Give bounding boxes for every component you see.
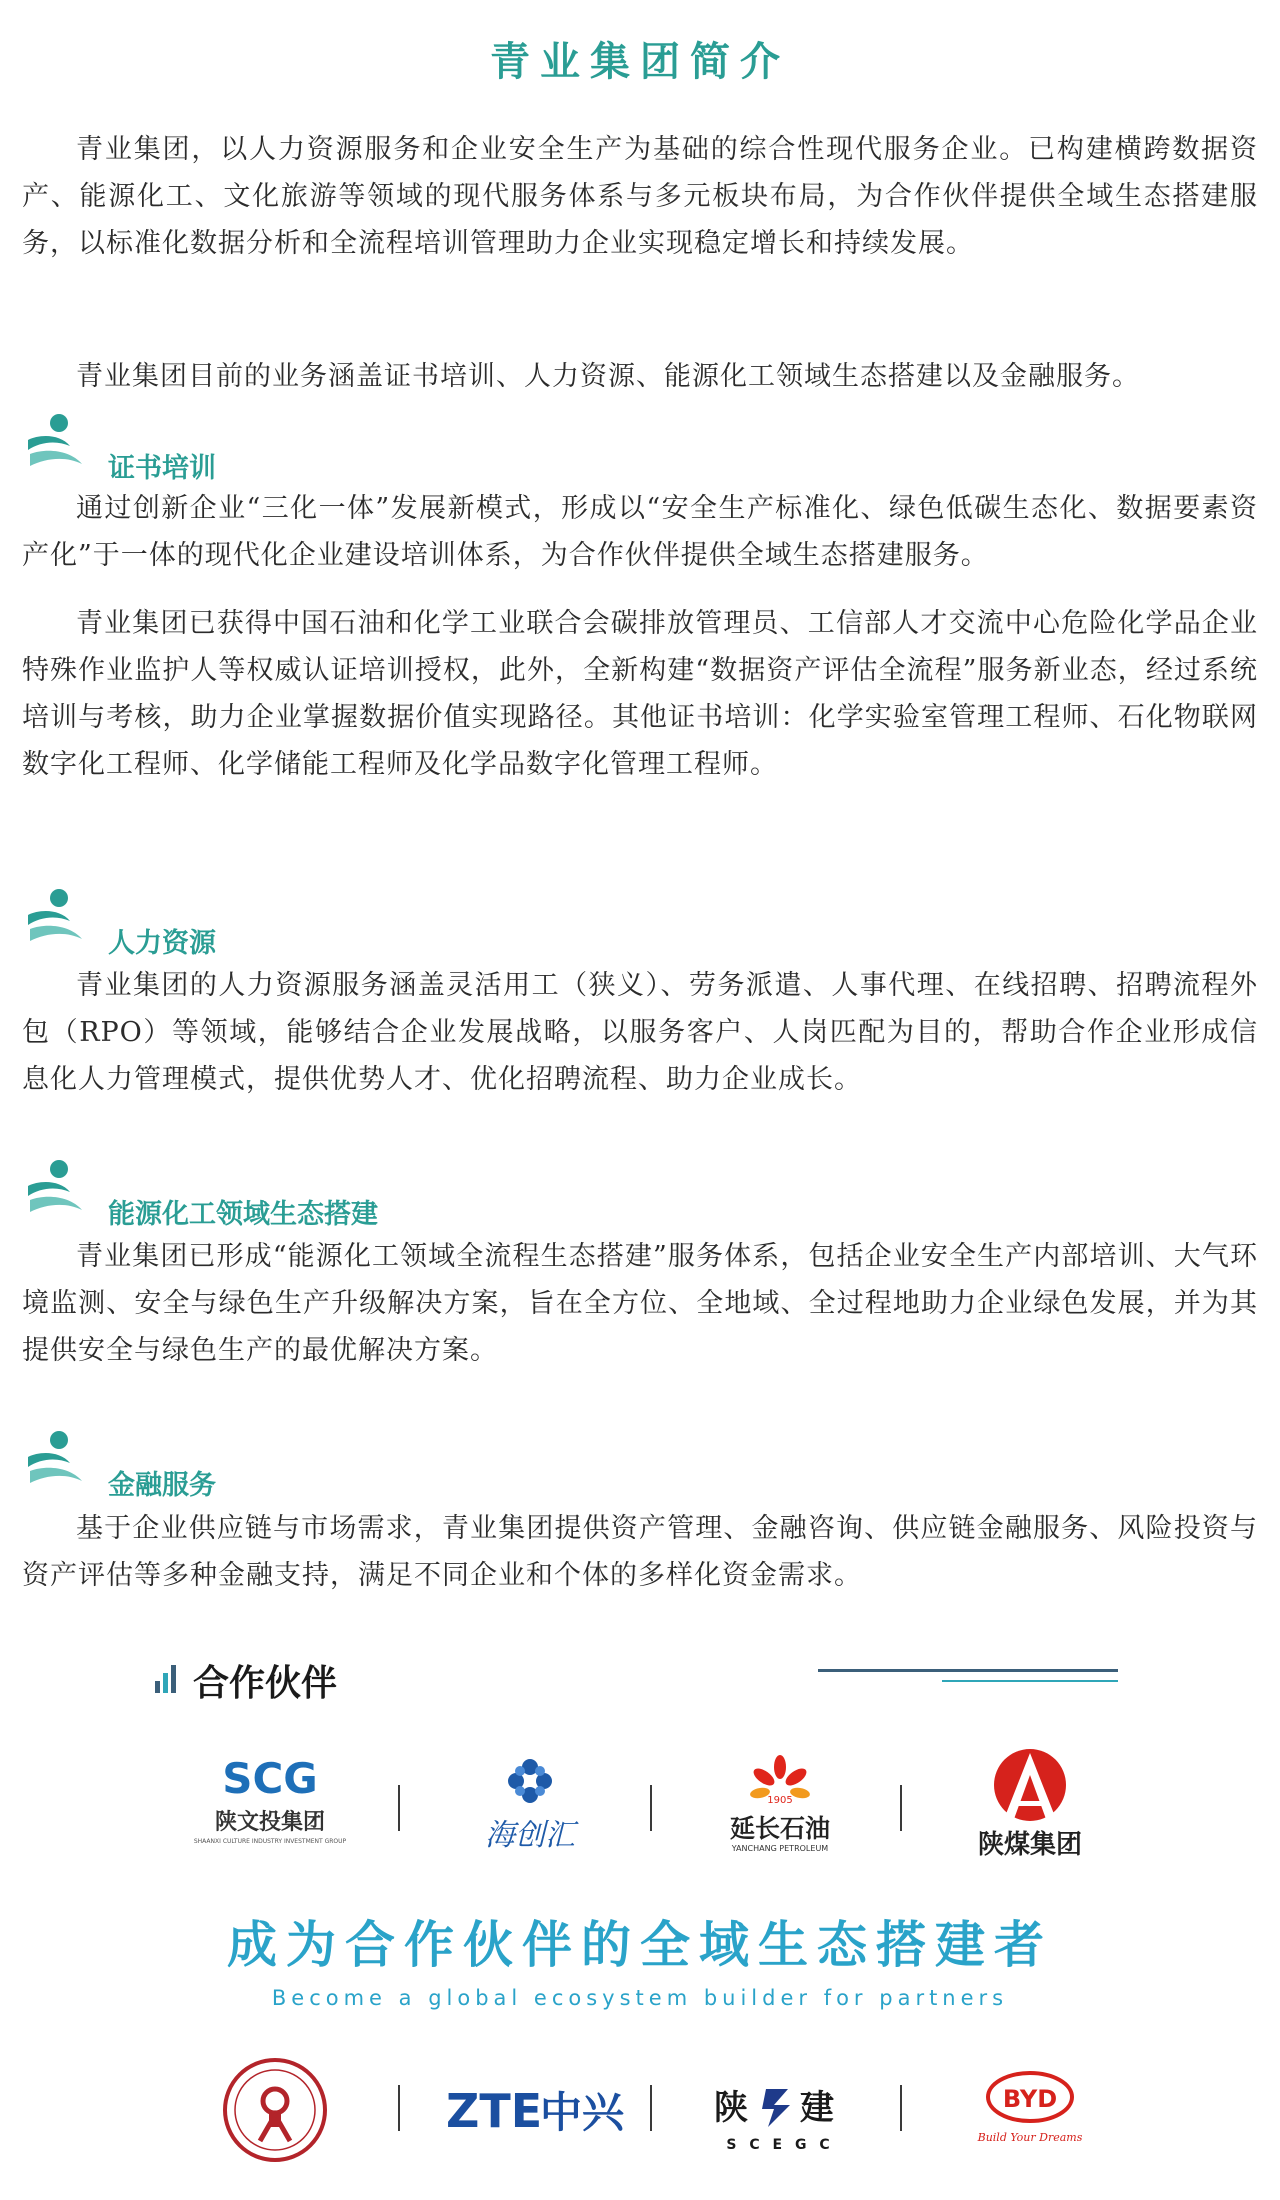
shaanxi-coal-logo bbox=[920, 1745, 1140, 1885]
yanchang-petroleum-logo bbox=[670, 1745, 890, 1885]
slogan: 成为合作伙伴的全域生态搭建者 bbox=[227, 1916, 1053, 1974]
section-1-paragraph-1: 通过创新企业“三化一体”发展新模式，形成以“安全生产标准化、绿色低碳生态化、数据要素资产化”于一体的现代化企业建设培训体系，为合作伙伴提供全域生态搭建服务。 bbox=[22, 493, 1258, 571]
svg-text:S C E G C: S C E G C bbox=[726, 2137, 834, 2153]
section-1-paragraph-2: 青业集团已获得中国石油和化学工业联合会碳排放管理员、工信部人才交流中心危险化学品企业特殊作业监护人等权威认证培训授权，此外，全新构建“数据资产评估全流程”服务新业态，经过系统培训与考核，助力企业掌握数据价值实现路径。其他证书培训：化学实验室管理工程师、石化物联网数字化工程师、化学储能工程师及化学品数字化管理工程师。 bbox=[22, 608, 1258, 780]
wave-logo-icon bbox=[26, 1427, 88, 1487]
charity-seal-logo bbox=[180, 2045, 400, 2185]
slogan-english: Become a global ecosystem builder for partners bbox=[271, 1986, 1009, 2010]
section-title: 证书培训 bbox=[108, 453, 216, 484]
svg-text:Build Your Dreams: Build Your Dreams bbox=[977, 2131, 1083, 2144]
svg-text:1905: 1905 bbox=[767, 1795, 793, 1806]
svg-text:陕煤集团: 陕煤集团 bbox=[977, 1830, 1083, 1860]
wave-logo-icon bbox=[26, 885, 88, 945]
section-header-human-resources bbox=[26, 885, 726, 957]
section-3-paragraph-1: 青业集团已形成“能源化工领域全流程生态搭建”服务体系，包括企业安全生产内部培训、大气环境监测、安全与绿色生产升级解决方案，旨在全方位、全地域、全过程地助力企业绿色发展，并为其提供安全与绿色生产的最优解决方案。 bbox=[22, 1241, 1258, 1366]
page-title: 青业集团简介 bbox=[490, 39, 790, 85]
logo-separator bbox=[900, 2085, 902, 2131]
section-2-paragraph-1: 青业集团的人力资源服务涵盖灵活用工（狭义）、劳务派遣、人事代理、在线招聘、招聘流程外包（RPO）等领域，能够结合企业发展战略，以服务客户、人岗匹配为目的，帮助合作企业形成信息化人力管理模式，提供优势人才、优化招聘流程、助力企业成长。 bbox=[22, 970, 1258, 1095]
svg-text:中兴: 中兴 bbox=[540, 2088, 625, 2137]
section-title: 金融服务 bbox=[108, 1470, 216, 1501]
section-header-financial-services bbox=[26, 1427, 726, 1499]
intro-paragraph-2: 青业集团目前的业务涵盖证书培训、人力资源、能源化工领域生态搭建以及金融服务。 bbox=[76, 361, 1140, 392]
logo-separator bbox=[398, 2085, 400, 2131]
byd-logo bbox=[920, 2045, 1140, 2185]
svg-text:陕文投集团: 陕文投集团 bbox=[214, 1810, 326, 1835]
logo-separator bbox=[900, 1785, 902, 1831]
logo-separator bbox=[650, 2085, 652, 2131]
svg-text:SCG: SCG bbox=[222, 1754, 318, 1803]
svg-text:ZTE: ZTE bbox=[446, 2084, 543, 2138]
partner-logos-row-1 bbox=[180, 1745, 1120, 1885]
haichuanghui-logo bbox=[420, 1745, 640, 1885]
logo-separator bbox=[398, 1785, 400, 1831]
svg-text:海创汇: 海创汇 bbox=[485, 1818, 575, 1853]
section-title: 能源化工领域生态搭建 bbox=[108, 1199, 378, 1230]
section-4-paragraph-1: 基于企业供应链与市场需求，青业集团提供资产管理、金融咨询、供应链金融服务、风险投资与资产评估等多种金融支持，满足不同企业和个体的多样化资金需求。 bbox=[22, 1513, 1258, 1591]
logo-separator bbox=[650, 1785, 652, 1831]
svg-text:YANCHANG PETROLEUM: YANCHANG PETROLEUM bbox=[731, 1844, 829, 1853]
decorative-rule bbox=[942, 1680, 1118, 1682]
decorative-rule bbox=[818, 1669, 1118, 1672]
svg-text:延长石油: 延长石油 bbox=[729, 1814, 831, 1843]
partner-logos-row-2 bbox=[180, 2045, 1120, 2185]
section-header-certificate-training bbox=[26, 410, 726, 482]
bar-chart-icon bbox=[155, 1663, 177, 1693]
scg-logo bbox=[180, 1745, 400, 1885]
section-header-energy-chemical bbox=[26, 1156, 726, 1228]
partners-title: 合作伙伴 bbox=[193, 1663, 338, 1704]
section-title: 人力资源 bbox=[108, 928, 216, 959]
wave-logo-icon bbox=[26, 410, 88, 470]
intro-paragraph-1: 青业集团，以人力资源服务和企业安全生产为基础的综合性现代服务企业。已构建横跨数据资产、能源化工、文化旅游等领域的现代服务体系与多元板块布局，为合作伙伴提供全域生态搭建服务，以标准化数据分析和全流程培训管理助力企业实现稳定增长和持续发展。 bbox=[22, 134, 1258, 259]
svg-text:SHAANXI CULTURE INDUSTRY INVES: SHAANXI CULTURE INDUSTRY INVESTMENT GROUP bbox=[193, 1838, 347, 1845]
zte-logo bbox=[420, 2045, 640, 2185]
svg-text:建: 建 bbox=[800, 2088, 834, 2128]
scegc-logo bbox=[670, 2045, 890, 2185]
svg-text:BYD: BYD bbox=[1002, 2085, 1058, 2113]
svg-text:陕: 陕 bbox=[714, 2088, 748, 2128]
wave-logo-icon bbox=[26, 1156, 88, 1216]
